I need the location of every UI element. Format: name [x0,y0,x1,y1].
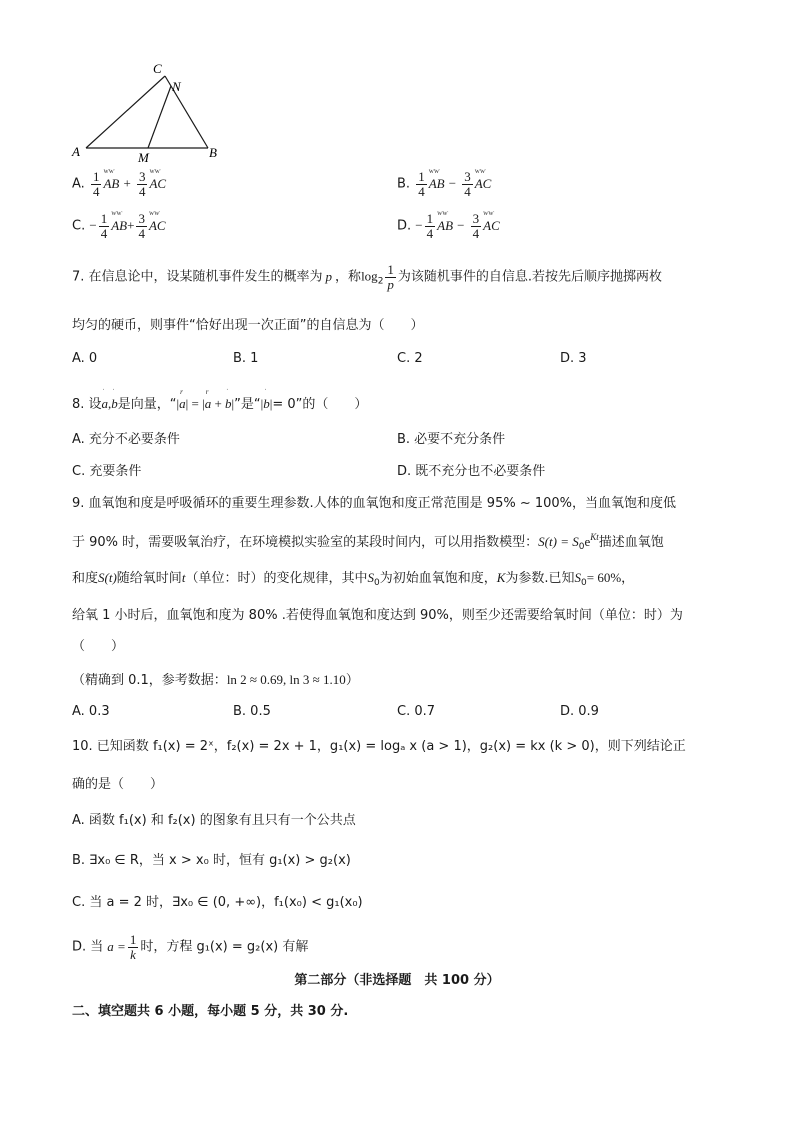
q8-option-a: A. 充分不必要条件 [72,432,180,447]
q9-stem-line4: 给氧 1 小时后，血氧饱和度为 80% .若使得血氧饱和度达到 90%，则至少还需要给氧时间（单位：时）为 [72,608,683,623]
text: 为该随机事件的自信息.若按先后顺序抛掷两枚 [397,269,663,285]
fraction [136,212,147,240]
label-m: M [138,150,149,165]
vector-a: ˈ a [101,388,109,411]
numerator: 3 [472,211,480,226]
fraction [462,170,473,198]
q10-option-b: B. ∃x₀ ∈ R，当 x > x₀ 时，恒有 g₁(x) > g₂(x) [72,853,351,868]
q10-stem-line1: 10. 已知函数 f₁(x) = 2ˣ，f₂(x) = 2x + 1，g₁(x) = logₐ x (a > 1)，g₂(x) = kx (k > 0)，则下列结论正 [72,739,686,754]
q10-option-c: C. 当 a = 2 时，∃x₀ ∈ (0, +∞)，f₁(x₀) < g₁(x₀) [72,895,363,910]
fraction [99,212,110,240]
q8-stem [72,388,368,413]
text: 为初始血氧饱和度， [379,571,497,586]
math-log: log [361,268,378,284]
vector-ab: ⱳⱳ AB [111,208,128,233]
operator: + [123,175,131,191]
sign: − [89,217,97,233]
model-formula: S(t) = S [538,534,579,549]
numerator: 3 [138,211,145,226]
q9-stem-line1: 9. 血氧饱和度是呼吸循环的重要生理参数.人体的血氧饱和度正常范围是 95% ~ 100%，当血氧饱和度低 [72,496,677,511]
q6-option-b [397,166,492,199]
label-b: B [209,145,217,160]
fraction [385,263,396,291]
option-letter: C. [72,218,86,234]
text: 7. 在信息论中，设某随机事件发生的概率为 [72,269,323,285]
q6-option-c [72,208,166,241]
text: ） [345,673,359,688]
q6-option-d [397,208,500,241]
section-heading: 二、填空题共 6 小题，每小题 5 分，共 30 分. [72,1004,349,1019]
fraction [128,933,139,961]
vector-ac: ⱳⱳ AC [474,166,492,191]
triangle-figure [68,60,238,165]
numerator: 1 [426,211,434,226]
q10-option-a: A. 函数 f₁(x) 和 f₂(x) 的图象有且只有一个公共点 [72,813,356,828]
denominator: p [387,276,394,292]
vector-text: b [111,396,118,411]
fraction [91,170,102,198]
vector-text: a [101,396,109,411]
q7-option-c: C. 2 [397,351,423,366]
q9-option-d: D. 0.9 [560,704,599,719]
q8-option-d: D. 既不充分也不必要条件 [397,464,546,479]
numerator: 1 [418,169,425,184]
segment-mn [148,86,171,148]
q9-note [72,672,359,689]
numerator: 1 [92,169,100,184]
abs-a: | r a| = | r a + ˈ b| [176,388,235,411]
vector-ac: ⱳⱳ AC [149,166,167,191]
vector-text: AB [437,217,454,233]
q9-option-b: B. 0.5 [233,704,271,719]
q7-option-a: A. 0 [72,351,98,366]
text: 于 90% 时，需要吸氧治疗，在环境模拟实验室的某段时间内，可以用指数模型： [72,535,539,550]
math-p: p [325,268,333,284]
vector-text: AC [149,175,167,191]
log-base: 2 [377,276,384,287]
q9-option-a: A. 0.3 [72,704,110,719]
q6-option-a [72,166,167,199]
sign: − [415,217,423,233]
numerator: 1 [387,262,394,277]
q7-stem-line1 [72,263,662,291]
q8-option-c: C. 充要条件 [72,464,142,479]
q7-option-d: D. 3 [560,351,587,366]
reference-data: ln 2 ≈ 0.69, ln 3 ≈ 1.10 [226,672,346,687]
vector-ab: ⱳⱳ AB [428,166,445,191]
abs-b: | ˈ b| [260,388,273,411]
vector-text: AB [428,175,445,191]
math-s0-value: = 60%， [586,570,635,585]
operator: − [457,217,465,233]
denominator: 4 [138,183,146,199]
numerator: 3 [138,169,146,184]
q9-option-c: C. 0.7 [397,704,436,719]
text: D. 当 [72,939,104,955]
label-a: A [72,144,80,159]
q7-stem-line2: 均匀的硬币，则事件“恰好出现一次正面”的自信息为（ ） [72,318,424,333]
text: （精确到 0.1，参考数据： [72,673,227,688]
fraction [137,170,148,198]
math-s0: S [367,570,374,585]
text: 描述血氧饱 [598,535,664,550]
text: 时，方程 g₁(x) = g₂(x) 有解 [140,939,309,955]
vector-text: AC [483,217,500,233]
text: （单位：时）的变化规律，其中 [185,571,368,586]
q10-stem-line2: 确的是（ ） [72,777,164,792]
text: = 0”的（ ） [272,397,368,412]
operator: − [448,175,457,191]
q9-stem-line2 [72,532,664,553]
option-letter: D. [397,218,412,234]
label-c: C [153,61,162,76]
side-ac [86,76,165,148]
text: ”是“ [234,397,261,412]
fraction [425,212,436,240]
denominator: 4 [92,183,100,199]
operator: + [127,217,135,233]
vector-text: AB [103,175,120,191]
numerator: 1 [100,211,108,226]
vector-ac: ⱳⱳ AC [148,208,166,233]
numerator: 3 [464,169,471,184]
option-letter: A. [72,176,85,192]
option-letter: B. [397,176,411,192]
exp-e: e [584,534,591,549]
vector-text: AC [474,175,492,191]
denominator: 4 [100,225,108,241]
denominator: k [130,946,136,962]
vector-text: AB [111,217,128,233]
vector-text: AC [148,217,166,233]
q10-option-d [72,933,308,961]
denominator: 4 [464,183,471,199]
q8-option-b: B. 必要不充分条件 [397,432,506,447]
fraction [471,212,482,240]
text: 为参数.已知 [505,571,575,586]
denominator: 4 [138,225,145,241]
text: 随给氧时间 [116,571,182,586]
fraction [416,170,427,198]
math-a-eq: a = [107,938,126,954]
vector-b: ˈ b [111,388,118,411]
q7-option-b: B. 1 [233,351,259,366]
vector-ac: ⱳⱳ AC [483,208,500,233]
text: ，称 [335,269,362,285]
math-k: K [496,570,506,585]
part2-title: 第二部分（非选择题 共 100 分） [294,973,500,988]
q9-stem-line5: （ ） [72,639,125,654]
text: 和度 [72,571,99,586]
vector-ab: ⱳⱳ AB [103,166,120,191]
text: 8. 设 [72,397,102,412]
label-n: N [172,79,181,94]
numerator: 1 [129,932,137,947]
denominator: 4 [426,225,434,241]
comma: , [108,396,112,411]
q9-stem-line3: 和度S(t)随给氧时间t（单位：时）的变化规律，其中$S_0$为初始血氧饱和度，K为参数.已知$S_0= 60\%$， [72,570,635,588]
superscript: Kt [590,532,599,542]
denominator: 4 [472,225,480,241]
vector-ab: ⱳⱳ AB [437,208,454,233]
math-st: S(t) [98,570,117,585]
denominator: 4 [418,183,425,199]
text: 是向量，“ [117,397,177,412]
subscript: 0 [578,542,585,552]
math-t: t [181,570,186,585]
